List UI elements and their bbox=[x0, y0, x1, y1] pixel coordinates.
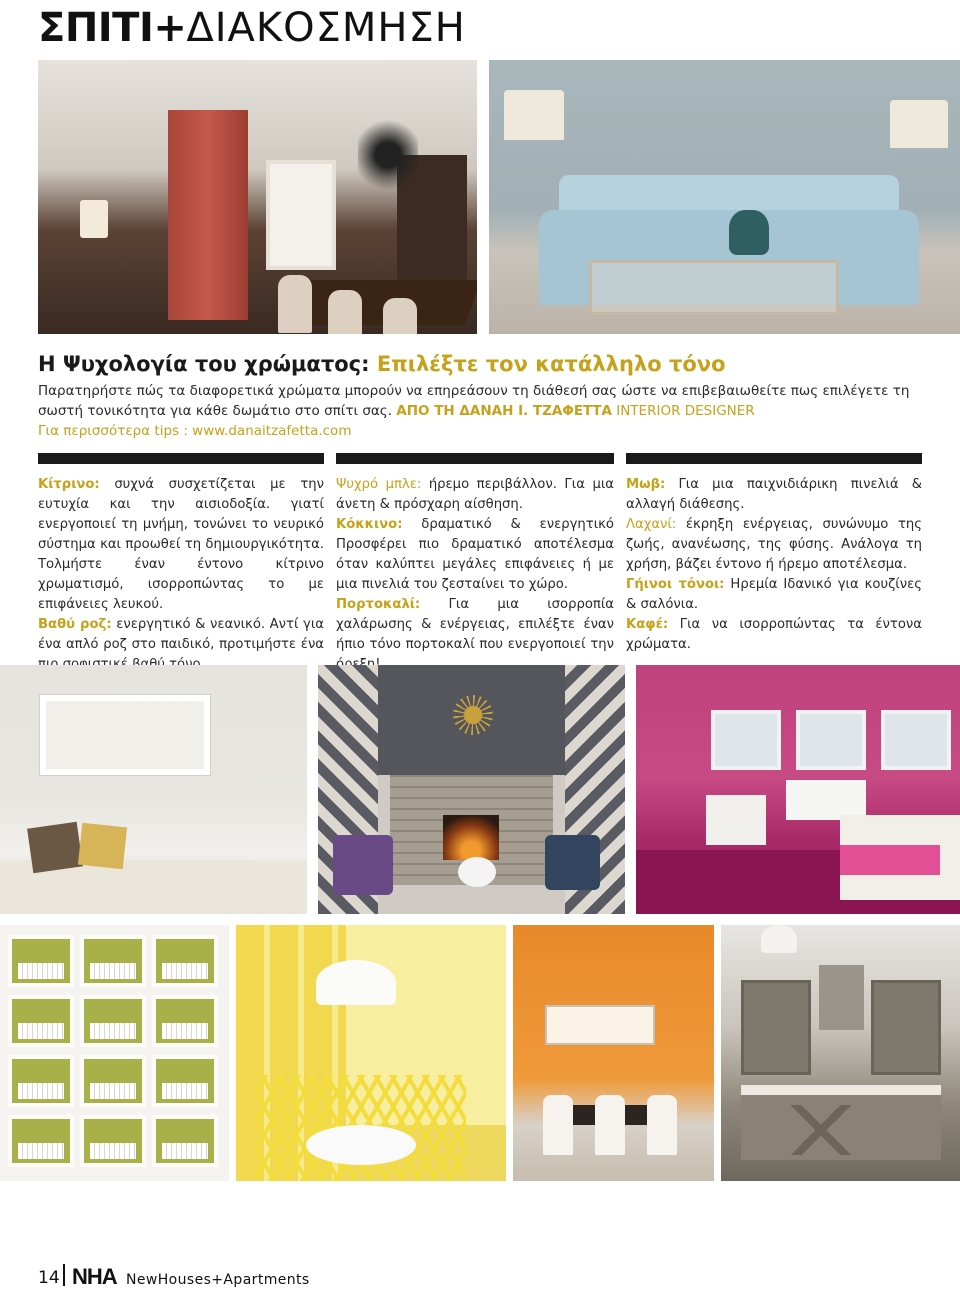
shelf-cubby bbox=[80, 995, 146, 1047]
shelf-cubby bbox=[80, 935, 146, 987]
color-term-brown: Καφέ: bbox=[626, 617, 669, 632]
intro-author: ΑΠΟ ΤΗ ΔΑΝΑΗ Ι. ΤΖΑΦΕΤΤΑ bbox=[396, 403, 612, 419]
yellow-pillow bbox=[78, 823, 127, 869]
intro-role: INTERIOR DESIGNER bbox=[611, 403, 755, 419]
books bbox=[18, 963, 64, 979]
shelf-cubby bbox=[152, 1055, 218, 1107]
round-table bbox=[306, 1125, 416, 1165]
color-desc-cool-blue: ήρεμο περιβάλλον. Για μια άνετη & πρόσχαρη αίσθηση. bbox=[336, 477, 614, 512]
books bbox=[162, 963, 208, 979]
books bbox=[18, 1083, 64, 1099]
shelf-cubby bbox=[8, 1115, 74, 1167]
bed bbox=[706, 795, 766, 845]
dining-chair bbox=[383, 298, 417, 334]
brand-tagline: NewHouses+Apartments bbox=[126, 1272, 310, 1288]
column-bar bbox=[626, 453, 922, 464]
dining-chair bbox=[328, 290, 362, 334]
photo-dining-room bbox=[38, 60, 477, 334]
photo-fireplace bbox=[318, 665, 625, 914]
shelf-cubby bbox=[8, 1055, 74, 1107]
navy-chair bbox=[545, 835, 600, 890]
window bbox=[881, 710, 951, 770]
wall-art bbox=[40, 695, 210, 775]
dining-chair bbox=[647, 1095, 677, 1155]
dining-chair bbox=[543, 1095, 573, 1155]
fire bbox=[443, 815, 499, 860]
column-2 bbox=[336, 475, 614, 675]
books bbox=[90, 1023, 136, 1039]
article-headline bbox=[38, 352, 726, 376]
color-term-orange: Πορτοκαλί: bbox=[336, 597, 421, 612]
section-masthead bbox=[38, 2, 466, 51]
color-term-red: Κόκκινο: bbox=[336, 517, 403, 532]
shelf-cubby bbox=[8, 995, 74, 1047]
books bbox=[90, 1143, 136, 1159]
books bbox=[162, 1143, 208, 1159]
shelf-cubby bbox=[152, 1115, 218, 1167]
color-term-lime: Λαχανί: bbox=[626, 517, 677, 532]
intro-tips: Για περισσότερα tips : www.danaitzafetta.com bbox=[38, 423, 352, 439]
dresser bbox=[786, 780, 866, 820]
shelf-cubby bbox=[8, 935, 74, 987]
color-desc-deep-pink: ενεργητικό & νεανικό. Αντί για ένα απλό ροζ στο παιδικό, προτιμήστε ένα bbox=[38, 617, 324, 652]
lamp-left bbox=[504, 90, 564, 140]
brown-pillow bbox=[27, 822, 83, 874]
dining-chair bbox=[278, 275, 312, 333]
page-number: 14 bbox=[38, 1268, 60, 1288]
folio-divider bbox=[63, 1264, 65, 1286]
books bbox=[18, 1023, 64, 1039]
article-intro bbox=[38, 381, 938, 441]
shelf-cubby bbox=[80, 1115, 146, 1167]
color-term-purple: Μωβ: bbox=[626, 477, 666, 492]
color-term-cool-blue: Ψυχρό μπλε: bbox=[336, 477, 422, 492]
masthead-thin: ΔΙΑΚΟΣΜΗΣΗ bbox=[186, 5, 466, 51]
photo-pink-bedroom bbox=[636, 665, 960, 914]
color-desc-lime: έκρηξη ενέργειας, συνώνυμο της ζωής, ανανέωσης, της φύσης. Ανάλογα τη χρήση, βάζει έντονο ή ήρεμο αποτέλεσμα. bbox=[626, 517, 922, 572]
window bbox=[796, 710, 866, 770]
window bbox=[711, 710, 781, 770]
color-term-yellow: Κίτρινο: bbox=[38, 477, 100, 492]
sunburst-mirror bbox=[453, 695, 493, 735]
chandelier bbox=[358, 115, 418, 195]
pendant-light bbox=[761, 925, 797, 953]
dining-chair bbox=[595, 1095, 625, 1155]
intro-text: Παρατηρήστε πώς τα διαφορετικά χρώματα μπορούν να επηρεάσουν τη διάθεσή σας ώστε να επιβεβαιωθείτε πως επιλέγετε τη σωστή τονικότητα για κάθε δωμάτιο στο σπίτι σας. bbox=[38, 383, 910, 419]
masthead-bold: ΣΠΙΤΙ+ bbox=[38, 5, 187, 51]
color-term-deep-pink: Βαθύ ροζ: bbox=[38, 617, 112, 632]
shelf-cubby bbox=[152, 935, 218, 987]
photo-neutral-living bbox=[0, 665, 307, 914]
books bbox=[18, 1143, 64, 1159]
pink-blanket bbox=[840, 845, 940, 875]
color-desc-orange: Για μια ισορροπία χαλάρωσης & ενέργειας, επιλέξτε έναν ήπιο τόνο πορτοκαλί που ενεργοποιεί την bbox=[336, 597, 614, 652]
wicker-pendant bbox=[316, 960, 396, 1005]
pendant-light bbox=[545, 1005, 655, 1045]
range-hood bbox=[819, 965, 864, 1030]
headline-part2: Επιλέξτε τον κατάλληλο τόνο bbox=[376, 352, 726, 376]
headline-part1: Η Ψυχολογία του χρώματος: bbox=[38, 352, 377, 376]
books bbox=[162, 1023, 208, 1039]
photo-grey-kitchen bbox=[721, 925, 960, 1181]
books bbox=[162, 1083, 208, 1099]
x-brace-detail bbox=[791, 1105, 851, 1155]
flowers bbox=[458, 857, 496, 887]
purple-chair bbox=[333, 835, 393, 895]
brand-logo: NHA bbox=[72, 1264, 117, 1289]
color-desc-red: δραματικό & ενεργητικό Προσφέρει πιο δραματικό αποτέλεσμα όταν καλύπτει μεγάλες επιφάνειες ή με μια πινελιά του ζεσταίνει το χώρο. bbox=[336, 517, 614, 592]
photo-orange-dining bbox=[513, 925, 714, 1181]
photo-blue-sofa bbox=[489, 60, 960, 334]
color-desc-yellow: συχνά συσχετίζεται με την ευτυχία και την αισιοδοξία. γιατί ενεργοποιεί τη μνήμη, τονώνει το νευρικό σύστημα και προωθεί τη δημιουργικότητα. Τολμήστε έναν έντονο κίτρινο χρωματισμό, ισορροπώντας το με επιφάνειες λευκού. bbox=[38, 477, 324, 612]
glass-coffee-table bbox=[589, 260, 839, 315]
table-lamp bbox=[80, 200, 108, 238]
photo-green-shelves bbox=[0, 925, 229, 1181]
color-desc-purple: Για μια παιχνιδιάρικη πινελιά & αλλαγή διάθεσης. bbox=[626, 477, 922, 512]
window bbox=[266, 160, 336, 270]
column-1 bbox=[38, 475, 324, 675]
books bbox=[90, 963, 136, 979]
shelf-cubby bbox=[80, 1055, 146, 1107]
column-bar bbox=[336, 453, 614, 464]
column-bar bbox=[38, 453, 324, 464]
color-desc-brown: Για να ισορροπώντας τα έντονα χρώματα. bbox=[626, 617, 922, 652]
glass-vase bbox=[729, 210, 769, 255]
cabinet bbox=[741, 980, 811, 1075]
lamp-right bbox=[890, 100, 948, 148]
books bbox=[90, 1083, 136, 1099]
cabinet bbox=[871, 980, 941, 1075]
shelf-cubby bbox=[152, 995, 218, 1047]
red-tufted-wall bbox=[168, 110, 248, 320]
column-3 bbox=[626, 475, 922, 655]
color-term-earth: Γήινοι τόνοι: bbox=[626, 577, 725, 592]
color-desc-earth: Ηρεμία Ιδανικό για κουζίνες & σαλόνια. bbox=[626, 577, 922, 612]
photo-yellow-dining bbox=[236, 925, 506, 1181]
